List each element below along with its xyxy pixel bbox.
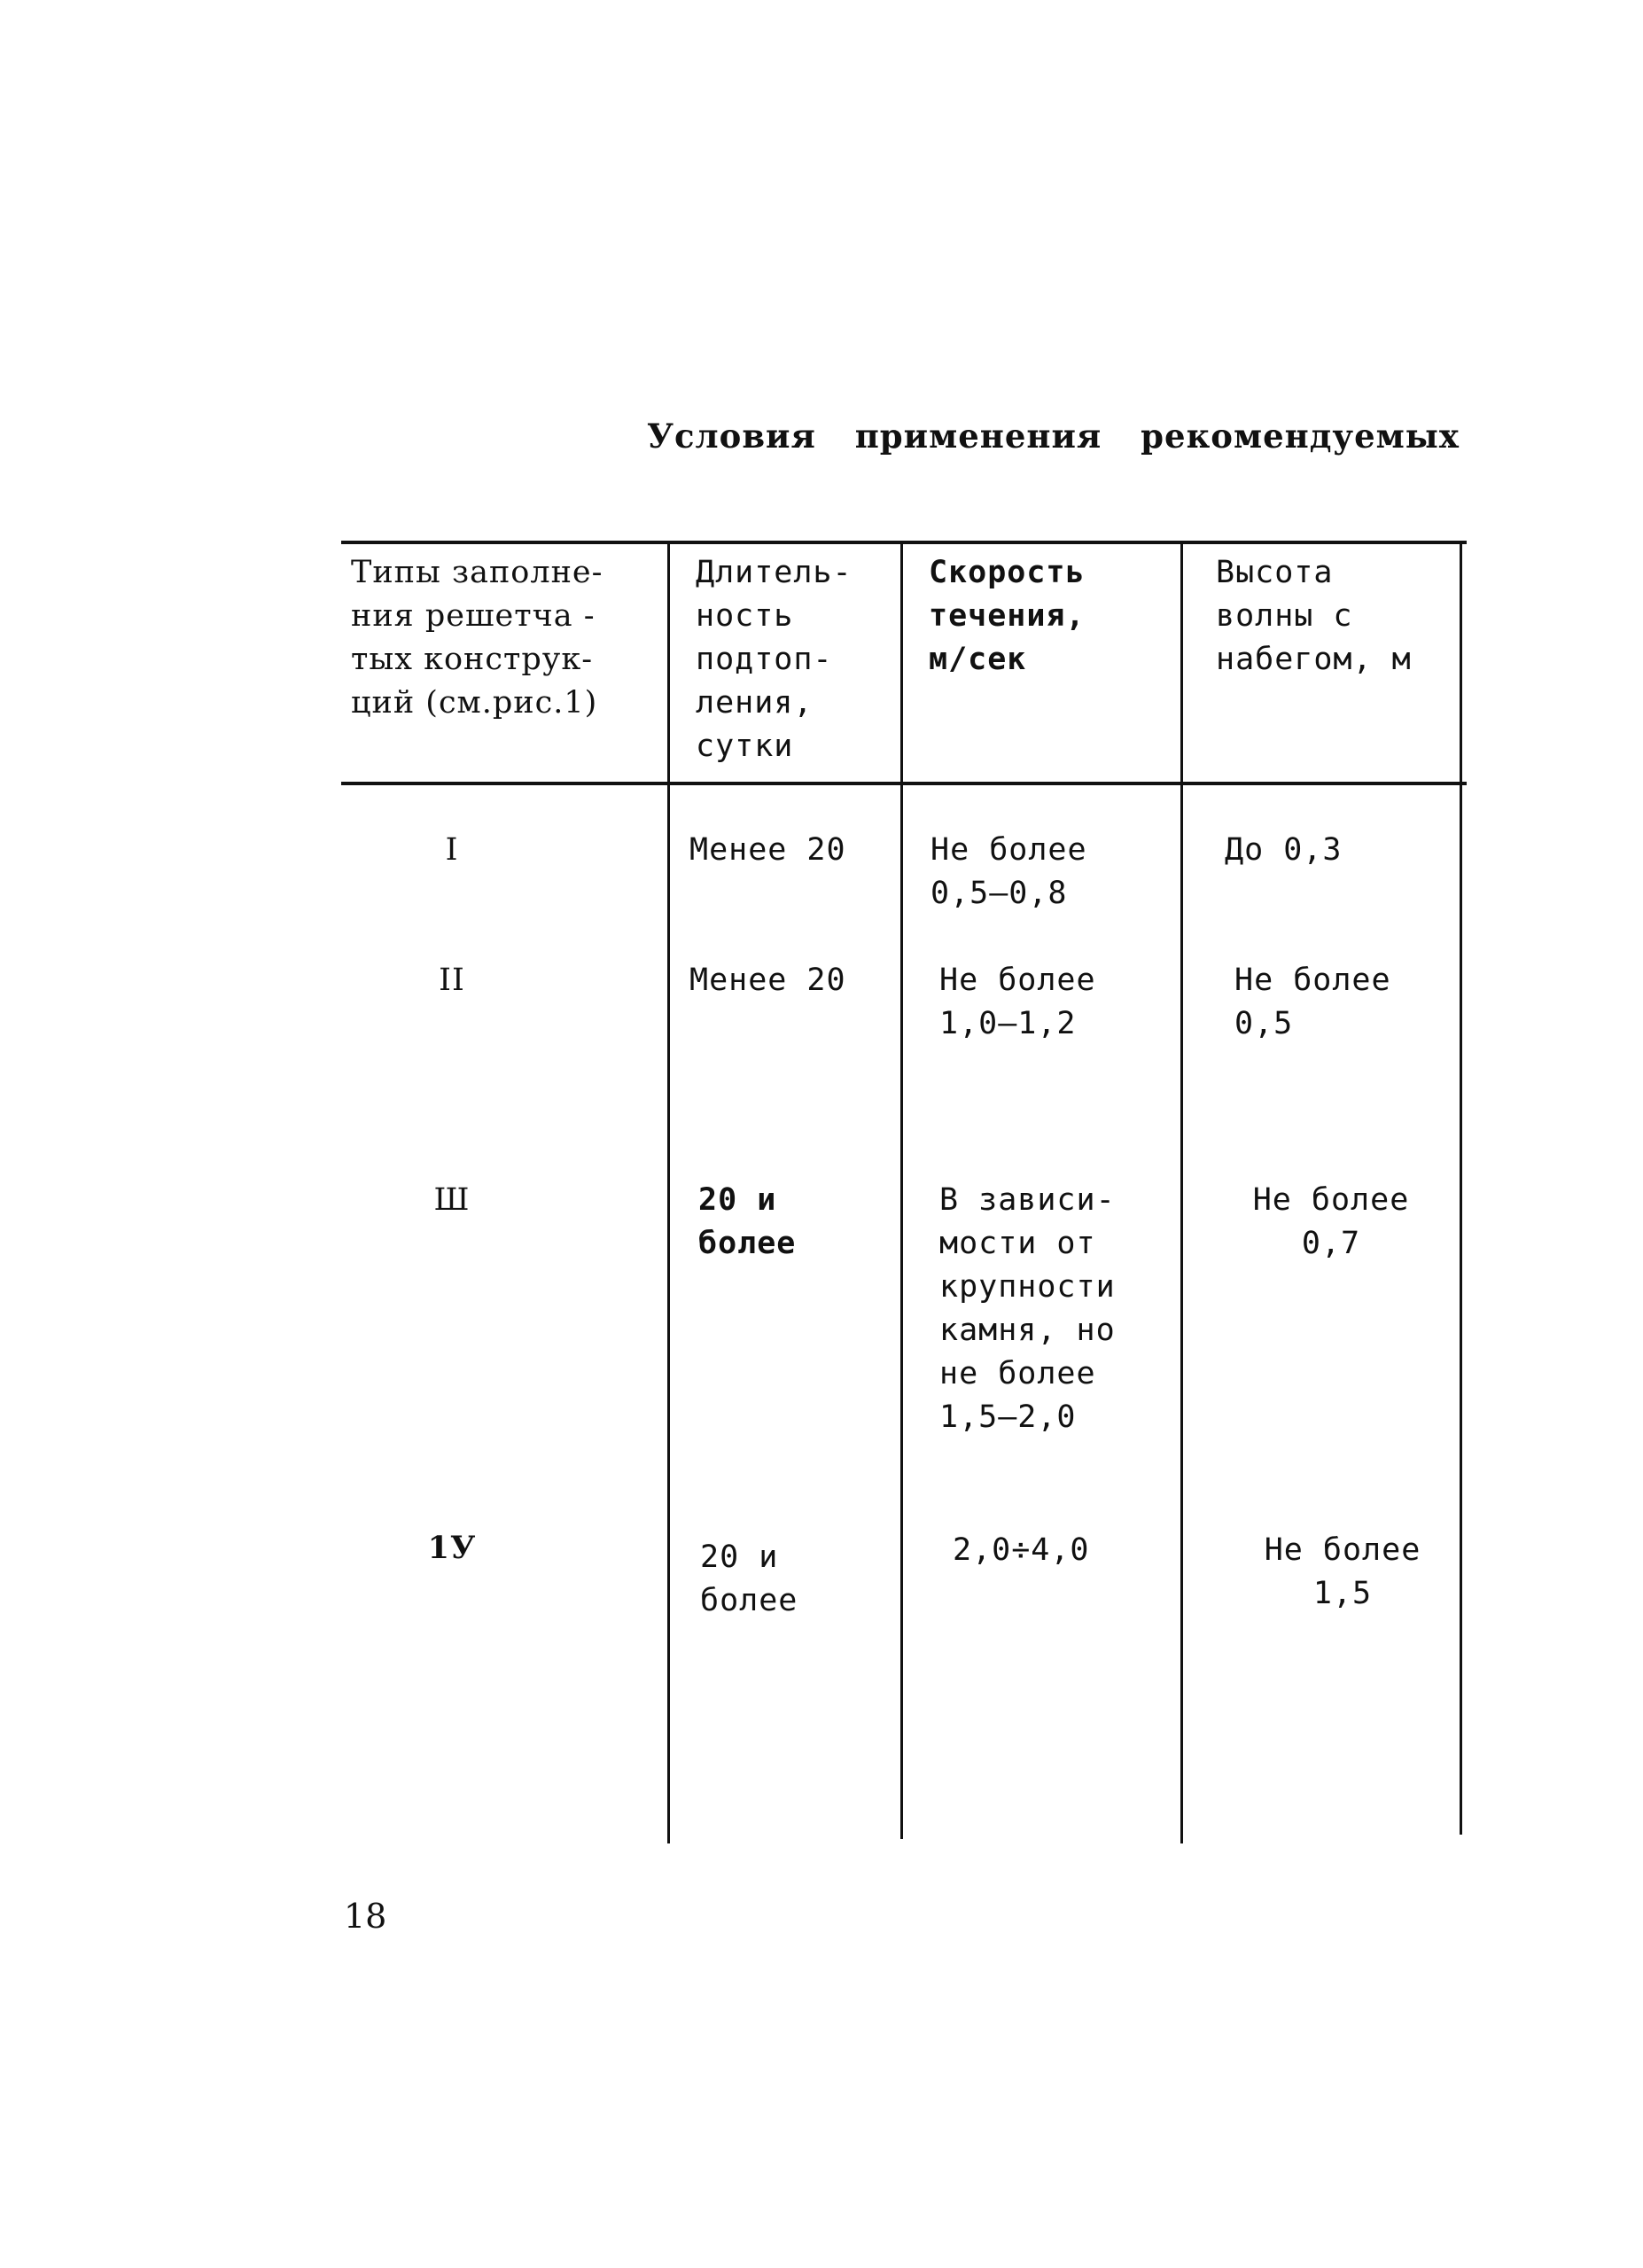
header-wave-height: Высота волны с набегом, м [1216, 555, 1412, 677]
row-4-type: 1У [427, 1530, 477, 1566]
row-2-duration: Менее 20 [689, 963, 846, 998]
table-title [647, 417, 1486, 456]
header-flow-velocity: Скорость течения, м/сек [929, 555, 1086, 677]
header-fill-type: Типы заполне- ния решетча - тых конструк- ций (см.рис.1) [351, 555, 603, 721]
row-3-wave: Не более 0,7 [1252, 1182, 1410, 1261]
header-flood-duration: Длитель- ность подтоп- ления, сутки [696, 555, 853, 764]
row-4-wave: Не более 1,5 [1264, 1532, 1421, 1611]
title-word-2: применения [854, 417, 1102, 456]
table-top-border [341, 541, 1467, 544]
page-number: 18 [344, 1897, 387, 1936]
column-divider-4 [1460, 541, 1462, 1835]
row-4-duration: 20 и более [700, 1539, 798, 1618]
column-divider-3 [1180, 541, 1183, 1843]
row-2-velocity: Не более 1,0–1,2 [939, 963, 1096, 1041]
table-header-divider [341, 782, 1467, 785]
row-1-velocity: Не более 0,5–0,8 [931, 832, 1087, 911]
row-3-duration: 20 и более [698, 1182, 797, 1261]
title-word-1: Условия [647, 417, 816, 456]
column-divider-2 [900, 541, 903, 1839]
row-3-velocity: В зависи- мости от крупности камня, но не более 1,5–2,0 [939, 1182, 1116, 1435]
row-4-velocity: 2,0÷4,0 [953, 1532, 1090, 1568]
row-1-type: I [445, 832, 459, 868]
title-word-3: рекомендуемых [1141, 417, 1460, 456]
row-3-type: Ш [433, 1182, 471, 1218]
row-2-type: II [439, 963, 465, 998]
row-1-wave: До 0,3 [1225, 832, 1343, 868]
row-1-duration: Менее 20 [689, 832, 846, 868]
column-divider-1 [667, 541, 670, 1843]
row-2-wave: Не более 0,5 [1234, 963, 1391, 1041]
